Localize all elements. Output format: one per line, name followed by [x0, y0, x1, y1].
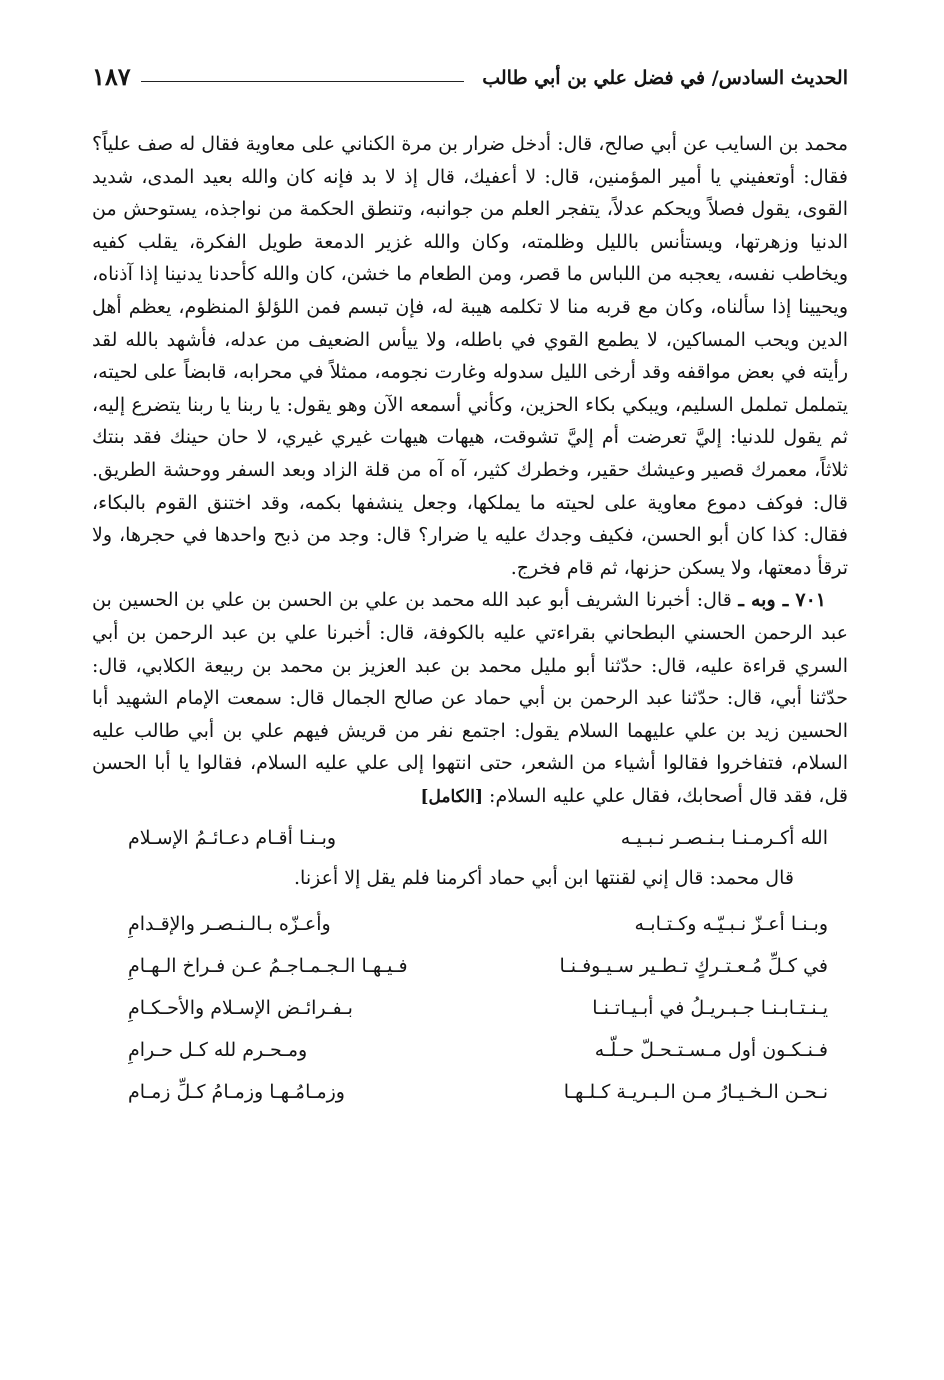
- paragraph-narration: [92, 128, 848, 584]
- page-header: [92, 56, 848, 90]
- verse-first-hemistich: فـنـكـون أول مـسـتـحـلّ حـلّـه: [594, 1039, 828, 1062]
- running-title: الحديث السادس/ في فضل علي بن أبي طالب: [482, 67, 848, 89]
- verse-second-hemistich: فـيـهـا الـجـمـاجـمُ عـن فـراخ الـهـامِ: [128, 955, 408, 978]
- verse-first-hemistich: نـحـن الـخـيـارُ مـن الـبـريـة كـلـهـا: [563, 1081, 828, 1104]
- verse-second-hemistich: بـفـرائـض الإسـلام والأحـكـامِ: [128, 997, 353, 1020]
- verse-second-hemistich: وزمـامُـهـا وزمـامُ كـلِّ زمـام: [128, 1081, 345, 1104]
- verse-second-hemistich: وأعـزّه بـالـنـصـر والإقـدامِ: [128, 913, 331, 936]
- poem-block-first: [92, 817, 848, 859]
- verse-second-hemistich: وبـنـا أقـام دعـائـمُ الإسـلام: [128, 827, 337, 850]
- poem-verse: [92, 1029, 848, 1071]
- poem-verse: [92, 945, 848, 987]
- verse-first-hemistich: الله أكـرمـنـا بـنـصـر نـبـيـه: [620, 827, 828, 850]
- header-rule: [141, 81, 465, 82]
- verse-second-hemistich: ومـحـرم لله كـل حـرامِ: [128, 1039, 308, 1062]
- poem-meter: [الكامل]: [420, 786, 483, 807]
- hadith-number: ٧٠١ ـ وبه ـ: [738, 589, 826, 612]
- verse-first-hemistich: وبـنـا أعـزّ نـبـيّـه وكـتـابـه: [634, 913, 828, 936]
- poem-verse: [92, 1071, 848, 1113]
- page-number: ١٨٧: [92, 62, 131, 91]
- poem-block-second: [92, 903, 848, 1113]
- poem-note: قال محمد: قال إني لقنتها ابن أبي حماد أكرمنا فلم يقل إلا أعزنا.: [293, 867, 794, 890]
- poem-verse: [92, 987, 848, 1029]
- paragraph-hadith-701: [92, 584, 848, 813]
- page-content: [92, 128, 848, 1113]
- paragraph-text: محمد بن السايب عن أبي صالح، قال: أدخل ضرار بن مرة الكناني على معاوية فقال له صف علياً؟ فقال: أوتعفيني يا أمير المؤمنين، قال: لا أعفيك، قال إذ لا بد فإنه كان والله بعيد المدى، شديد القوى، يقول فصلاً ويحكم عدلاً، يتفجر العلم من جوانبه، وتنطق الحكمة من نواجذه، يستوحش من الدنيا وزهرتها، ويستأنس بالليل وظلمته، وكان والله غزير الدمعة طويل الفكرة، يقلب كفيه ويخاطب نفسه، يعجبه من اللباس ما قصر، ومن الطعام ما خشن، كان والله كأحدنا يدنينا إذا آذناه، ويحيينا إذا سألناه، وكان مع قربه منا لا تكلمه هيبة له، فإن تبسم فمن اللؤلؤ المنظوم، يعظم أهل الدين ويحب المساكين، لا يطمع القوي في باطله، ولا ييأس الضعيف من عدله، فأشهد بالله لقد رأيته في بعض مواقفه وقد أرخى الليل سدوله وغارت نجومه، ممثلاً في محرابه، قابضاً على لحيته، يتململ تململ السليم، ويبكي بكاء الحزين، وكأني أسمعه الآن وهو يقول: يا ربنا يا ربنا يتضرع إليه، ثم يقول للدنيا: إليَّ تعرضت أم إليَّ تشوقت، هيهات هيهات غيري غيري، لا حان حينك فقد بنتك ثلاثاً، معمرك قصير وعيشك حقير، وخطرك كثير، آه آه من قلة الزاد وبعد السفر ووحشة الطريق. قال: فوكف دموع معاوية على لحيته ما يملكها، وجعل ينشفها بكمه، وقد اختنق القوم بالبكاء، فقال: كذا كان أبو الحسن، فكيف وجدك عليه يا ضرار؟ قال: وجد من ذبح واحدها في حجرها، ولا ترقأ دمعتها، ولا يسكن حزنها، ثم قام فخرج.: [92, 133, 848, 579]
- verse-first-hemistich: في كـلِّ مُـعـتـركٍ تـطـير سـيـوفـنـا: [559, 955, 828, 978]
- paragraph-text: قال: أخبرنا الشريف أبو عبد الله محمد بن علي بن الحسن بن علي بن الحسين بن عبد الرحمن الحسني البطحاني بقراءتي عليه بالكوفة، قال: أخبرنا علي بن عبد الرحمن بن أبي السري قراءة عليه، قال: حدّثنا أبو مليل محمد بن عبد العزيز بن محمد بن ربيعة الكلابي، قال: حدّثنا أبي، قال: حدّثنا عبد الرحمن بن أبي حماد عن صالح الجمال قال: سمعت الإمام الشهيد أبا الحسين زيد بن علي عليهما السلام يقول: اجتمع نفر من قريش فيهم علي بن أبي طالب عليه السلام، فتفاخروا فقالوا أشياء من الشعر، حتى انتهوا إلى علي عليه السلام، فقالوا يا أبا الحسن قل، فقد قال أصحابك، فقال علي عليه السلام:: [92, 589, 848, 807]
- verse-first-hemistich: يـنـتـابـنـا جـبـريـلُ في أبـيـاتـنـا: [592, 997, 828, 1020]
- poem-verse: [92, 903, 848, 945]
- poem-verse: [92, 817, 848, 859]
